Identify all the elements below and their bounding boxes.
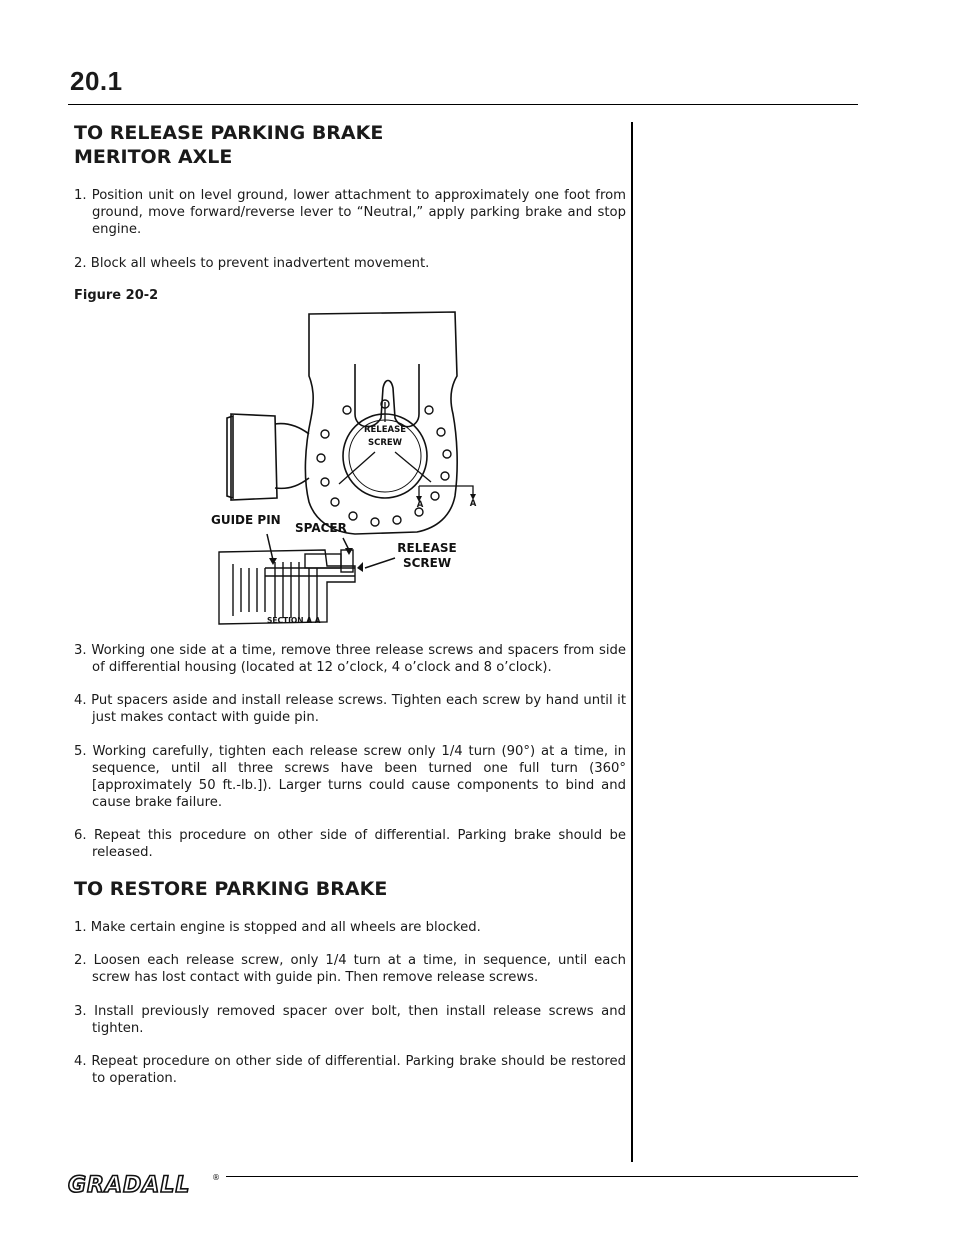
label-spacer: SPACER [295,521,347,535]
footer-divider [226,1176,858,1177]
column-divider [631,122,633,1162]
section-view [219,550,355,624]
release-step-5: 5. Working carefully, tighten each release screw only 1/4 turn (90°) at a time, in sequence, until all three screws have been turned one full turn (360° [approximately 50 ft.-lb.]). Larger turns could cause components to bind and cause brake failure. [74,744,626,810]
section-title-release [74,121,383,169]
label-release-screw-1: RELEASE [397,541,457,555]
release-step-4: 4. Put spacers aside and install release screws. Tighten each screw by hand until it just makes contact with guide pin. [74,693,626,725]
logo-text: GRADALL [68,1173,191,1198]
release-step-2: 2. Block all wheels to prevent inadvertent movement. [74,256,430,271]
brake-diagram [205,306,495,631]
label-guide-pin: GUIDE PIN [211,513,281,527]
section-mark-a-right: A [469,499,477,509]
release-step-3: 3. Working one side at a time, remove three release screws and spacers from side of differential housing (located at 12 o’clock, 4 o’clock and 8 o’clock). [74,643,626,675]
registered-mark: ® [212,1173,220,1182]
label-release-top-2: SCREW [367,438,403,448]
restore-step-3: 3. Install previously removed spacer over bolt, then install release screws and tighten. [74,1004,626,1036]
section-title-restore: TO RESTORE PARKING BRAKE [74,878,388,900]
header-divider [68,104,858,105]
gradall-logo [66,1168,226,1200]
label-release-top-1: RELEASE [363,425,407,435]
label-release-screw-2: SCREW [402,556,452,570]
hub [231,414,277,500]
label-section-aa: SECTION A A [267,616,321,625]
section-title-line2: MERITOR AXLE [74,146,233,168]
axle-housing [305,312,457,534]
restore-step-1: 1. Make certain engine is stopped and all wheels are blocked. [74,920,481,935]
section-title-line1: TO RELEASE PARKING BRAKE [74,122,384,144]
release-step-1: 1. Position unit on level ground, lower attachment to approximately one foot from ground, move forward/reverse lever to “Neutral,” apply parking brake and stop engine. [74,188,626,237]
yoke [355,364,419,427]
bolt-holes [317,400,451,526]
release-step-6: 6. Repeat this procedure on other side of differential. Parking brake should be released. [74,828,626,860]
section-mark-a-left: A [416,500,424,510]
restore-step-4: 4. Repeat procedure on other side of differential. Parking brake should be restored to operation. [74,1054,626,1086]
figure-caption: Figure 20-2 [74,288,159,303]
page-number: 20.1 [70,66,123,96]
restore-step-2: 2. Loosen each release screw, only 1/4 turn at a time, in sequence, until each screw has lost contact with guide pin. Then remove release screws. [74,953,626,985]
